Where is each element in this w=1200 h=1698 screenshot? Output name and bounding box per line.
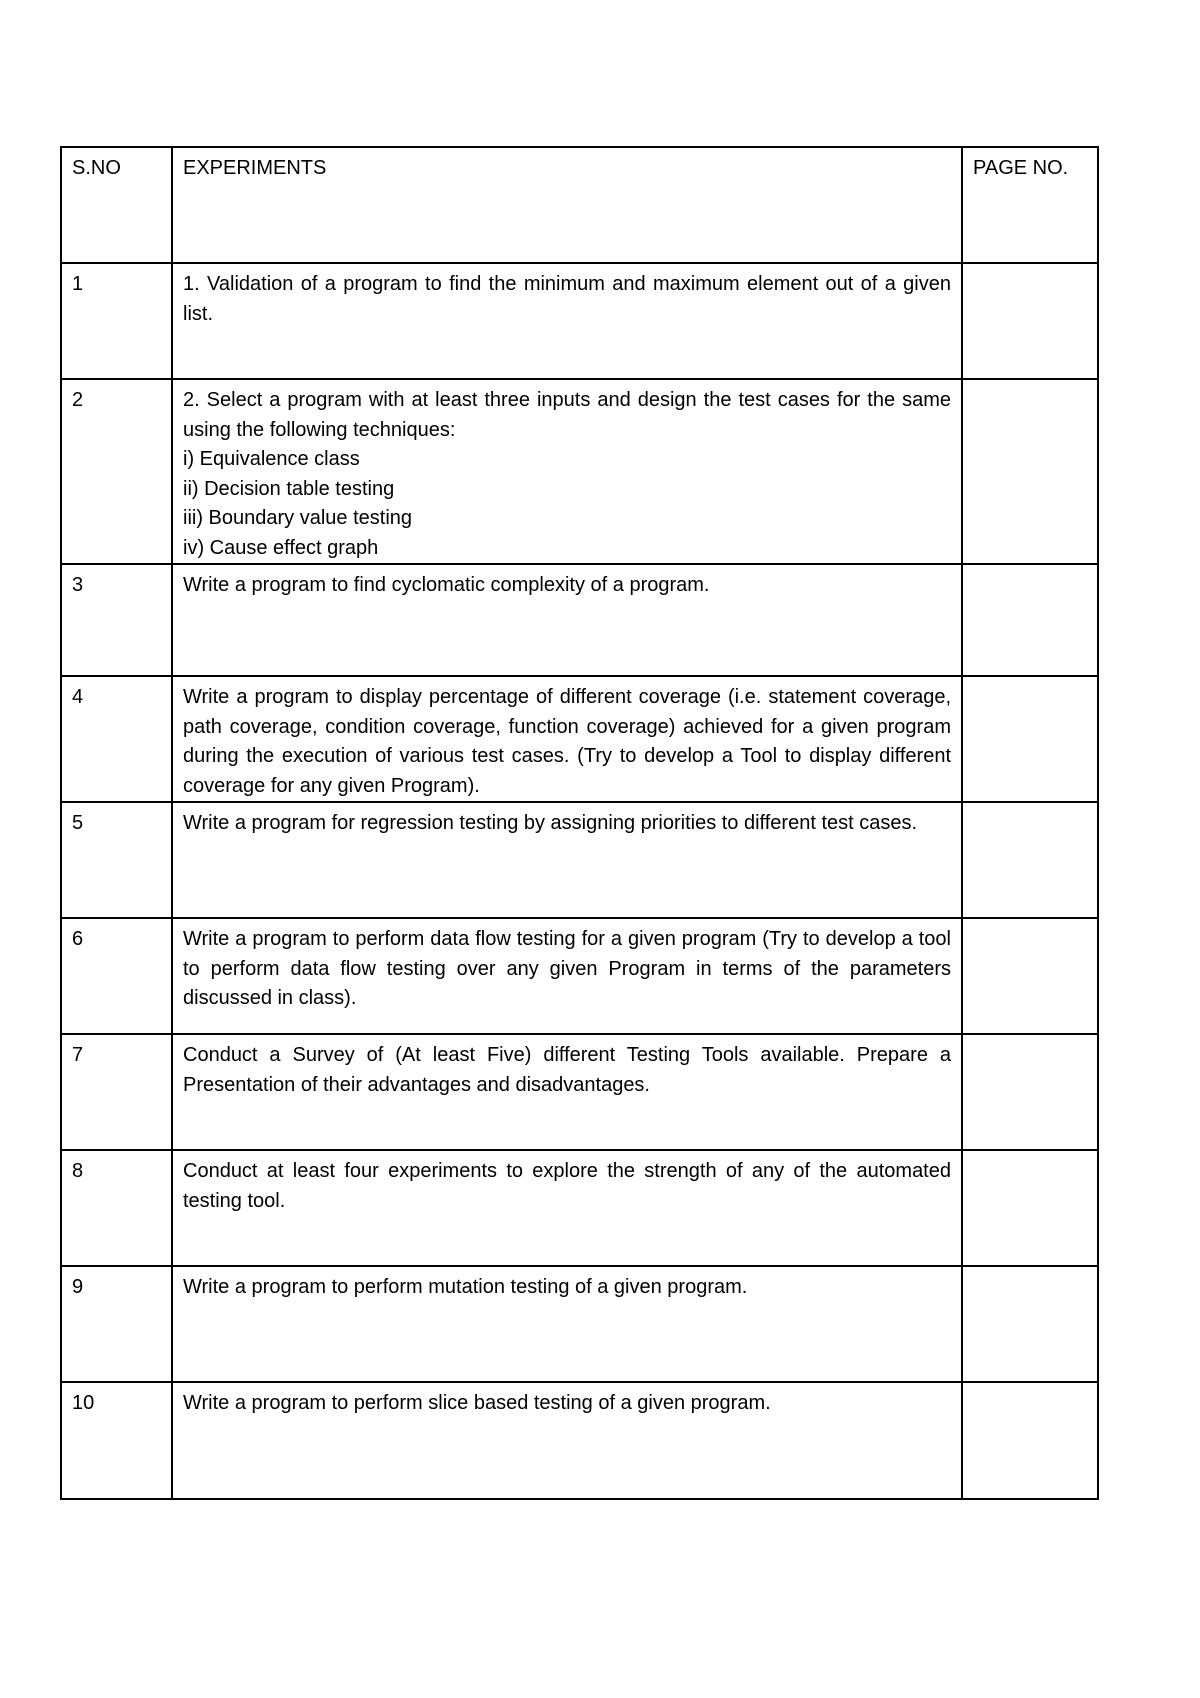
- row-page-no: [962, 1150, 1098, 1266]
- row-sno: 3: [61, 564, 172, 676]
- table-row: [61, 1266, 1098, 1382]
- header-page-no: PAGE NO.: [962, 147, 1098, 263]
- table-row: [61, 564, 1098, 676]
- table-row: [61, 802, 1098, 918]
- experiment-line: iii) Boundary value testing: [183, 507, 413, 529]
- row-experiment: [172, 1150, 962, 1266]
- experiment-line: iv) Cause effect graph: [183, 536, 379, 559]
- experiment-line: Write a program to perform slice based testing of a given program.: [183, 1392, 771, 1414]
- experiment-line: Write a program to perform data flow testing for a given program (Try to develop a tool to perform data flow testing over any given Program in terms of the parameters discussed in class).: [183, 928, 951, 1009]
- table-header-row: [61, 147, 1098, 263]
- experiment-line: Write a program to perform mutation testing of a given program.: [183, 1276, 748, 1298]
- experiment-line: Write a program to find cyclomatic complexity of a program.: [183, 574, 710, 596]
- row-experiment: [172, 379, 962, 564]
- row-page-no: [962, 1266, 1098, 1382]
- table-row: [61, 263, 1098, 379]
- row-experiment: [172, 918, 962, 1034]
- table-row: [61, 1034, 1098, 1150]
- row-experiment: [172, 1034, 962, 1150]
- row-experiment: [172, 564, 962, 676]
- row-experiment: [172, 1382, 962, 1499]
- row-page-no: [962, 676, 1098, 802]
- row-page-no: [962, 564, 1098, 676]
- row-sno: 5: [61, 802, 172, 918]
- row-sno: 1: [61, 263, 172, 379]
- experiment-line: ii) Decision table testing: [183, 477, 395, 500]
- table-row: [61, 676, 1098, 802]
- table-row: [61, 1382, 1098, 1499]
- row-page-no: [962, 263, 1098, 379]
- row-sno: 6: [61, 918, 172, 1034]
- header-experiments: EXPERIMENTS: [172, 147, 962, 263]
- row-sno: 10: [61, 1382, 172, 1499]
- experiment-line: Conduct a Survey of (At least Five) different Testing Tools available. Prepare a Presentation of their advantages and disadvantages.: [183, 1044, 951, 1096]
- experiment-line: Write a program to display percentage of different coverage (i.e. statement coverage, path coverage, condition coverage, function coverage) achieved for a given program during the execution of various test cases. (Try to develop a Tool to display different coverage for any given Program).: [183, 686, 951, 797]
- experiment-line: 2. Select a program with at least three inputs and design the test cases for the same using the following techniques:: [183, 389, 951, 441]
- row-sno: 2: [61, 379, 172, 564]
- row-sno: 7: [61, 1034, 172, 1150]
- row-experiment: [172, 802, 962, 918]
- row-sno: 9: [61, 1266, 172, 1382]
- row-sno: 4: [61, 676, 172, 802]
- header-sno: S.NO: [61, 147, 172, 263]
- row-experiment: [172, 263, 962, 379]
- experiment-line: i) Equivalence class: [183, 448, 360, 470]
- row-page-no: [962, 379, 1098, 564]
- experiment-line: Conduct at least four experiments to explore the strength of any of the automated testing tool.: [183, 1160, 951, 1212]
- row-sno: 8: [61, 1150, 172, 1266]
- row-page-no: [962, 1382, 1098, 1499]
- experiment-line: 1. Validation of a program to find the minimum and maximum element out of a given list.: [183, 273, 951, 325]
- table-row: [61, 379, 1098, 564]
- row-page-no: [962, 1034, 1098, 1150]
- row-experiment: [172, 1266, 962, 1382]
- experiments-table: [60, 146, 1099, 1500]
- row-page-no: [962, 802, 1098, 918]
- experiment-line: Write a program for regression testing by assigning priorities to different test cases.: [183, 812, 918, 834]
- table-row: [61, 1150, 1098, 1266]
- row-page-no: [962, 918, 1098, 1034]
- row-experiment: [172, 676, 962, 802]
- table-row: [61, 918, 1098, 1034]
